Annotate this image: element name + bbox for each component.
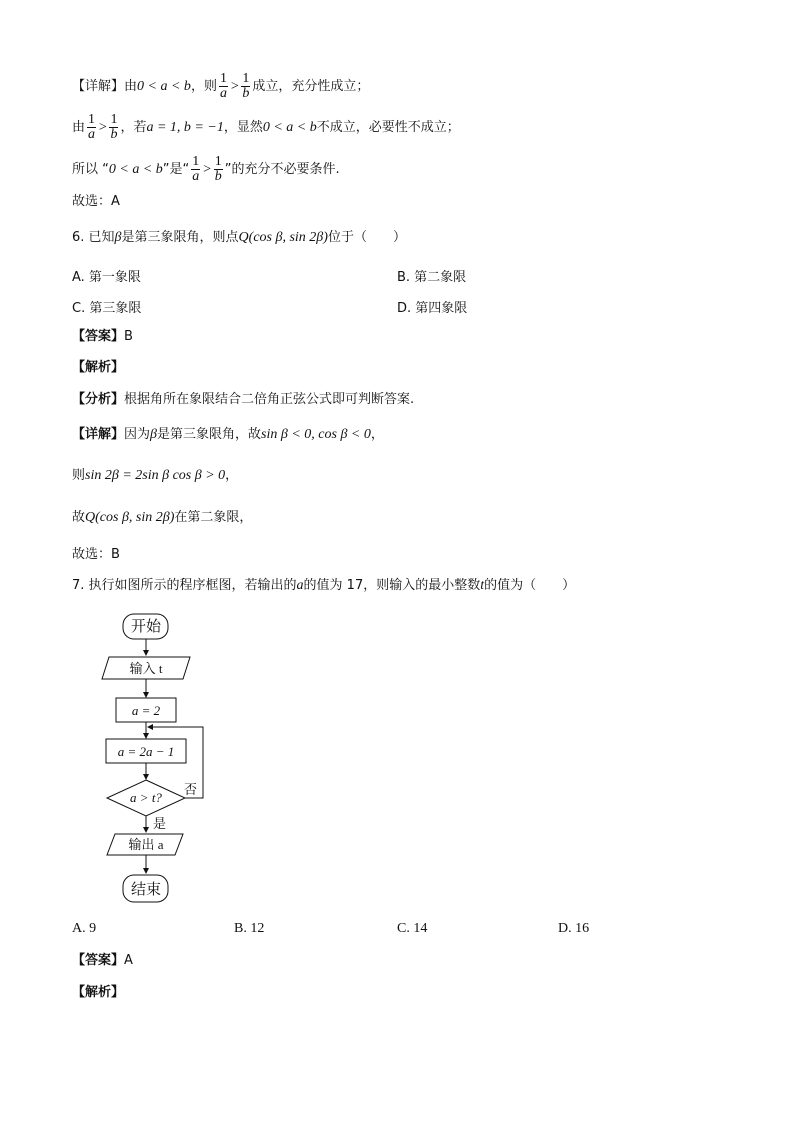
q7-stem: 7. 执行如图所示的程序框图，若输出的a的值为 17，则输入的最小整数t的值为（ ）: [72, 578, 576, 593]
q6-analyze: 【分析】根据角所在象限结合二倍角正弦公式即可判断答案.: [72, 392, 415, 407]
q6-stem: 6. 已知β是第三象限角，则点Q(cos β, sin 2β)位于（ ）: [72, 230, 406, 245]
q6-option-c[interactable]: C. 第三象限: [72, 301, 142, 316]
fraction-1-over-a: $\frac{1}{a}$: [192, 154, 200, 184]
flow-end-label: 结束: [130, 882, 162, 898]
q5-detail-line1: 【详解】由0 < a < b，则 $\frac{1}{a}$ > $\frac{1}{b}$ 成立，充分性成立；: [72, 71, 370, 101]
flow-no-label: 否: [184, 782, 198, 797]
q7-option-b[interactable]: B. 12: [234, 921, 265, 936]
flow-yes-label: 是: [153, 816, 167, 831]
flow-output-label: 输出 a: [128, 837, 164, 852]
q5-choice: 故选：A: [72, 194, 120, 209]
q7-option-c[interactable]: C. 14: [397, 921, 428, 936]
detail-tag: 【详解】: [72, 79, 125, 94]
q5-detail-line2: 由 $\frac{1}{a}$ > $\frac{1}{b}$ ，若a = 1, b = −1，显然0 < a < b不成立，必要性不成立；: [72, 112, 460, 142]
fraction-1-over-b: $\frac{1}{b}$: [242, 71, 250, 101]
fraction-1-over-a: $\frac{1}{a}$: [88, 112, 96, 142]
flow-init-label: a = 2: [131, 703, 161, 718]
q6-option-d[interactable]: D. 第四象限: [397, 301, 468, 316]
fraction-1-over-b: $\frac{1}{b}$: [214, 154, 222, 184]
q7-option-a[interactable]: A. 9: [72, 921, 97, 936]
flow-update-label: a = 2a − 1: [117, 744, 175, 759]
q5-detail-line3: 所以 “0 < a < b”是“ $\frac{1}{a}$ > $\frac{1}{b}$ ”的充分不必要条件.: [72, 154, 340, 184]
q6-option-b[interactable]: B. 第二象限: [397, 270, 467, 285]
q6-choice: 故选：B: [72, 547, 120, 562]
flow-input-label: 输入 t: [129, 661, 163, 676]
flow-start-label: 开始: [130, 619, 162, 635]
q7-option-d[interactable]: D. 16: [558, 921, 590, 936]
q6-answer: 【答案】B: [72, 329, 133, 344]
program-flowchart: [95, 605, 215, 910]
q7-analysis-tag: 【解析】: [72, 985, 125, 1000]
q6-detail: 【详解】因为β是第三象限角，故sin β < 0, cos β < 0，: [72, 427, 384, 442]
flow-cond-label: a > t?: [130, 790, 162, 805]
q6-so: 故Q(cos β, sin 2β)在第二象限，: [72, 510, 253, 525]
fraction-1-over-a: $\frac{1}{a}$: [219, 71, 227, 101]
q6-analysis-tag: 【解析】: [72, 360, 125, 375]
fraction-1-over-b: $\frac{1}{b}$: [110, 112, 118, 142]
q6-then: 则sin 2β = 2sin β cos β > 0，: [72, 468, 239, 483]
q6-option-a[interactable]: A. 第一象限: [72, 270, 141, 285]
q7-answer: 【答案】A: [72, 953, 133, 968]
